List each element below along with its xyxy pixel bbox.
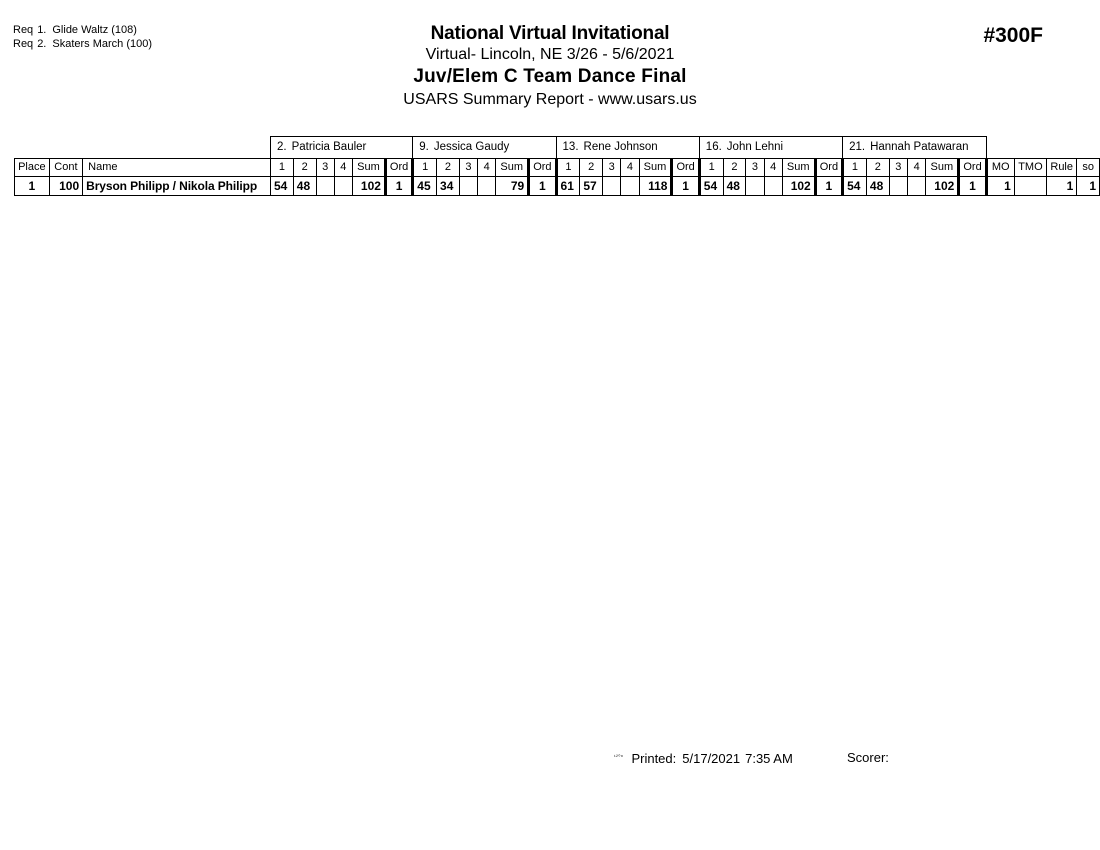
cell-mo: 1 [986, 177, 1014, 196]
cell-score-2: 48 [293, 177, 316, 196]
column-header-score-3: 3 [746, 159, 764, 177]
event-number: #300F [983, 24, 1043, 47]
requirement-number: 1. [37, 24, 47, 36]
column-header-score-2: 2 [866, 159, 889, 177]
cell-score-4 [478, 177, 496, 196]
printed-time: 7:35 AM [745, 751, 793, 767]
cell-score-3 [603, 177, 621, 196]
report-source-line: USARS Summary Report - www.usars.us [403, 91, 697, 108]
column-header-cont: Cont [49, 159, 82, 177]
cell-tmo [1014, 177, 1046, 196]
judge-number: 16. [705, 141, 722, 153]
results-table-container [14, 136, 1100, 196]
cell-score-1: 61 [556, 177, 580, 196]
judge-name: Jessica Gaudy [433, 141, 510, 153]
judge-group-header [413, 137, 556, 159]
cell-ord: 1 [815, 177, 842, 196]
column-header-score-3: 3 [889, 159, 907, 177]
column-header-mo: MO [986, 159, 1014, 177]
judge-group-header [843, 137, 987, 159]
cell-ord: 1 [959, 177, 986, 196]
cell-ord: 1 [672, 177, 699, 196]
cell-score-3 [889, 177, 907, 196]
column-header-tmo: TMO [1014, 159, 1046, 177]
column-header-score-4: 4 [334, 159, 352, 177]
column-header-ord: Ord [385, 159, 412, 177]
cell-score-1: 54 [699, 177, 723, 196]
column-header-score-2: 2 [723, 159, 746, 177]
judge-name: Patricia Bauler [291, 141, 367, 153]
cell-score-1: 54 [271, 177, 294, 196]
cell-score-4 [764, 177, 782, 196]
requirement-number: 2. [37, 38, 47, 50]
report-header [0, 22, 1100, 111]
column-header-score-4: 4 [908, 159, 926, 177]
results-table [14, 136, 1100, 196]
column-header-score-1: 1 [699, 159, 723, 177]
judge-number: 2. [277, 141, 287, 153]
column-header-score-1: 1 [413, 159, 437, 177]
column-header-sum: Sum [782, 159, 815, 177]
cell-ord: 1 [529, 177, 556, 196]
column-header-score-2: 2 [437, 159, 460, 177]
cell-place: 1 [15, 177, 50, 196]
judge-number: 9. [419, 141, 429, 153]
column-header-sum: Sum [352, 159, 385, 177]
footer-mark: ¹²⁰⁸ [614, 754, 624, 760]
cell-sum: 102 [782, 177, 815, 196]
judge-band-row [15, 137, 1100, 159]
judge-number: 21. [849, 141, 866, 153]
column-header-sum: Sum [926, 159, 959, 177]
column-header-name: Name [83, 159, 271, 177]
cell-name: Bryson Philipp / Nikola Philipp [83, 177, 271, 196]
judge-band-spacer [15, 137, 271, 159]
column-header-ord: Ord [959, 159, 986, 177]
cell-cont: 100 [49, 177, 82, 196]
cell-sum: 118 [639, 177, 672, 196]
judge-group-header [556, 137, 699, 159]
column-header-score-1: 1 [556, 159, 580, 177]
cell-score-1: 54 [843, 177, 867, 196]
judge-name: Rene Johnson [583, 141, 658, 153]
column-header-row [15, 159, 1100, 177]
column-header-so: so [1077, 159, 1100, 177]
column-header-rule: Rule [1047, 159, 1077, 177]
cell-sum: 79 [496, 177, 529, 196]
meet-location-dates: Virtual- Lincoln, NE 3/26 - 5/6/2021 [425, 46, 675, 63]
cell-score-4 [621, 177, 639, 196]
cell-rule: 1 [1047, 177, 1077, 196]
column-header-sum: Sum [496, 159, 529, 177]
judge-group-header [699, 137, 842, 159]
column-header-ord: Ord [815, 159, 842, 177]
event-title: Juv/Elem C Team Dance Final [413, 66, 687, 87]
column-header-score-4: 4 [764, 159, 782, 177]
column-header-sum: Sum [639, 159, 672, 177]
requirement-text: Skaters March (100) [52, 38, 153, 50]
cell-score-4 [908, 177, 926, 196]
column-header-ord: Ord [529, 159, 556, 177]
cell-so: 1 [1077, 177, 1100, 196]
scorer-label: Scorer: [847, 750, 889, 765]
requirement-label: Req [13, 24, 34, 36]
judge-group-header [271, 137, 413, 159]
column-header-score-2: 2 [293, 159, 316, 177]
column-header-score-3: 3 [316, 159, 334, 177]
footer-print-info [614, 748, 793, 768]
column-header-score-2: 2 [580, 159, 603, 177]
column-header-score-4: 4 [621, 159, 639, 177]
cell-score-3 [316, 177, 334, 196]
column-header-score-1: 1 [271, 159, 294, 177]
cell-score-2: 34 [437, 177, 460, 196]
column-header-score-3: 3 [603, 159, 621, 177]
cell-score-4 [334, 177, 352, 196]
printed-label: Printed: [631, 751, 677, 767]
column-header-score-1: 1 [843, 159, 867, 177]
cell-score-2: 57 [580, 177, 603, 196]
cell-score-3 [459, 177, 477, 196]
cell-score-3 [746, 177, 764, 196]
judge-name: John Lehni [726, 141, 784, 153]
cell-ord: 1 [385, 177, 412, 196]
cell-score-2: 48 [723, 177, 746, 196]
requirement-label: Req [13, 38, 34, 50]
judge-band-spacer [986, 137, 1099, 159]
column-header-score-3: 3 [459, 159, 477, 177]
meet-title: National Virtual Invitational [430, 23, 670, 44]
column-header-ord: Ord [672, 159, 699, 177]
judge-number: 13. [562, 141, 579, 153]
printed-date: 5/17/2021 [682, 751, 741, 767]
cell-sum: 102 [352, 177, 385, 196]
cell-score-2: 48 [866, 177, 889, 196]
requirement-text: Glide Waltz (108) [52, 24, 137, 36]
column-header-place: Place [15, 159, 50, 177]
column-header-score-4: 4 [478, 159, 496, 177]
table-row [15, 177, 1100, 196]
cell-score-1: 45 [413, 177, 437, 196]
cell-sum: 102 [926, 177, 959, 196]
judge-name: Hannah Patawaran [870, 141, 969, 153]
